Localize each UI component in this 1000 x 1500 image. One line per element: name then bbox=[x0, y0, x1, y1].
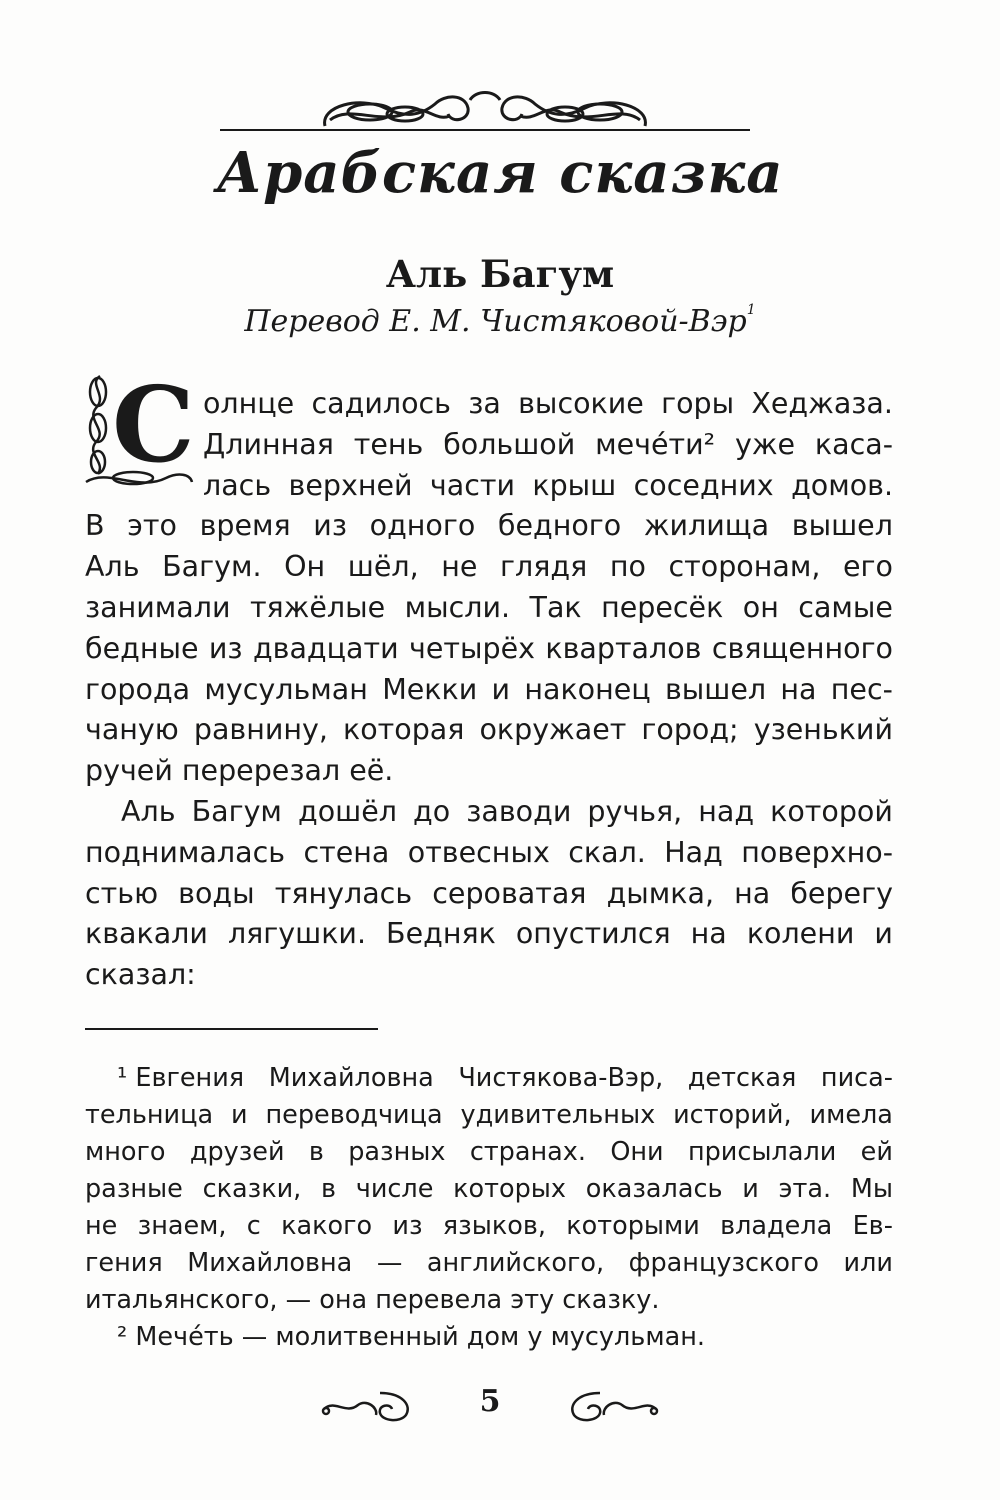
word: ручья, bbox=[587, 794, 683, 828]
word: бедного bbox=[497, 509, 622, 543]
word: за bbox=[468, 387, 501, 420]
word: тень bbox=[353, 427, 424, 461]
body-text bbox=[85, 384, 893, 996]
word: в bbox=[321, 1174, 337, 1204]
word: из bbox=[208, 631, 243, 665]
word: которых bbox=[453, 1174, 567, 1204]
word: сероватая bbox=[432, 876, 587, 910]
text-line bbox=[85, 506, 893, 547]
word: крыш bbox=[532, 468, 617, 502]
word: Аль bbox=[85, 550, 140, 584]
word: которая bbox=[343, 713, 465, 747]
word: это bbox=[127, 509, 177, 543]
word: стью bbox=[85, 876, 159, 910]
word: на bbox=[780, 672, 817, 706]
word: и bbox=[231, 1100, 248, 1130]
word: Багум. bbox=[162, 550, 262, 584]
word: не bbox=[441, 550, 478, 584]
word: по bbox=[609, 550, 646, 584]
word: или bbox=[843, 1248, 893, 1278]
word: удивительных bbox=[460, 1100, 656, 1130]
word: знаем, bbox=[137, 1211, 227, 1241]
word: равнину, bbox=[193, 713, 328, 747]
text-line bbox=[85, 792, 893, 833]
word: двадцати bbox=[252, 631, 399, 665]
word: заводи bbox=[466, 794, 572, 828]
word: и bbox=[742, 1174, 759, 1204]
text-line bbox=[85, 547, 893, 588]
word: не bbox=[85, 1211, 118, 1241]
word: узенький bbox=[753, 713, 893, 747]
word: каса- bbox=[814, 427, 893, 461]
footnotes bbox=[85, 1060, 893, 1356]
word: и bbox=[874, 917, 893, 951]
word: какого bbox=[281, 1211, 373, 1241]
word: его bbox=[843, 550, 893, 584]
word: высокие bbox=[518, 387, 644, 420]
word: мечéти² bbox=[595, 427, 716, 461]
word: на bbox=[690, 917, 727, 951]
word: разных bbox=[348, 1137, 446, 1167]
word: странах. bbox=[469, 1137, 586, 1167]
flourish-ornament-right bbox=[565, 1385, 660, 1425]
word: Ев- bbox=[852, 1211, 893, 1241]
word: опустился bbox=[515, 917, 671, 951]
footnote-ref: 1 bbox=[746, 302, 756, 318]
word: ручей перерезал её. bbox=[85, 754, 394, 788]
word: ² Мечéть — молитвенный дом у мусульман. bbox=[117, 1322, 705, 1352]
footnote-line bbox=[85, 1060, 893, 1097]
footnote-line bbox=[85, 1245, 893, 1282]
text-line bbox=[85, 588, 893, 629]
word: верхней bbox=[288, 468, 413, 502]
word: в bbox=[308, 1137, 324, 1167]
text-line bbox=[85, 955, 893, 996]
word: Они bbox=[610, 1137, 664, 1167]
text-line bbox=[85, 874, 893, 915]
text-line bbox=[85, 710, 893, 751]
word: присылали bbox=[687, 1137, 837, 1167]
word: Он bbox=[284, 550, 326, 584]
word: кварталов bbox=[545, 631, 702, 665]
word: писа- bbox=[820, 1063, 893, 1093]
word: из bbox=[313, 509, 347, 543]
word: город; bbox=[641, 713, 739, 747]
word: итальянского, — она перевела эту сказку. bbox=[85, 1285, 660, 1315]
flourish-ornament-top bbox=[220, 86, 750, 138]
translator-credit-text: Перевод Е. М. Чистяковой-Вэр bbox=[244, 304, 747, 339]
word: шёл, bbox=[347, 550, 419, 584]
word: Над bbox=[664, 835, 723, 869]
word: Хеджаза. bbox=[751, 387, 893, 420]
word: гения bbox=[85, 1248, 163, 1278]
word: Мекки bbox=[382, 672, 478, 706]
word: большой bbox=[443, 427, 576, 461]
word: Мы bbox=[850, 1174, 893, 1204]
word: скал. bbox=[568, 835, 646, 869]
text-line bbox=[85, 425, 893, 466]
word: отвесных bbox=[407, 835, 550, 869]
footnote-line bbox=[85, 1319, 893, 1356]
word: до bbox=[413, 794, 451, 828]
word: глядя bbox=[500, 550, 588, 584]
word: одного bbox=[369, 509, 476, 543]
word: стена bbox=[303, 835, 390, 869]
word: воды bbox=[178, 876, 255, 910]
word: которыми bbox=[566, 1211, 700, 1241]
footnote-line bbox=[85, 1171, 893, 1208]
word: и bbox=[491, 672, 511, 706]
word: французского bbox=[628, 1248, 819, 1278]
text-line bbox=[85, 751, 893, 792]
word: эта. bbox=[778, 1174, 832, 1204]
word: ей bbox=[860, 1137, 893, 1167]
word: английского, bbox=[426, 1248, 605, 1278]
word: поверхно- bbox=[741, 835, 893, 869]
word: пересёк bbox=[601, 590, 724, 624]
word: уже bbox=[734, 427, 796, 461]
word: Багум bbox=[191, 794, 282, 828]
word: окружает bbox=[479, 713, 627, 747]
word: на bbox=[734, 876, 771, 910]
word: оказалась bbox=[585, 1174, 723, 1204]
word: соседних bbox=[633, 468, 774, 502]
word: Михайловна bbox=[268, 1063, 434, 1093]
word: из bbox=[392, 1211, 423, 1241]
word: он bbox=[742, 590, 779, 624]
word: берегу bbox=[790, 876, 893, 910]
word: сказал: bbox=[85, 958, 196, 992]
page-number: 5 bbox=[479, 1384, 501, 1419]
word: числе bbox=[355, 1174, 434, 1204]
word: тянулась bbox=[274, 876, 413, 910]
word: бедные bbox=[85, 631, 199, 665]
word: мусульман bbox=[204, 672, 368, 706]
word: время bbox=[199, 509, 291, 543]
word: самые bbox=[798, 590, 893, 624]
translator-credit bbox=[0, 304, 1000, 339]
word: священного bbox=[711, 631, 893, 665]
footnote-line bbox=[85, 1208, 893, 1245]
word: детская bbox=[687, 1063, 797, 1093]
word: Михайловна bbox=[187, 1248, 353, 1278]
word: занимали bbox=[85, 590, 231, 624]
word: дымка, bbox=[606, 876, 715, 910]
word: переводчица bbox=[265, 1100, 443, 1130]
word: вышел bbox=[791, 509, 893, 543]
footnote-line bbox=[85, 1097, 893, 1134]
word: языков, bbox=[442, 1211, 546, 1241]
footnote-separator bbox=[85, 1028, 378, 1030]
dropcap-letter: С bbox=[112, 363, 195, 486]
footnote-line bbox=[85, 1134, 893, 1171]
text-line bbox=[85, 670, 893, 711]
word: колени bbox=[746, 917, 855, 951]
word: садилось bbox=[311, 387, 451, 420]
story-title: Аль Багум bbox=[385, 252, 615, 296]
word: квакали bbox=[85, 917, 208, 951]
text-line bbox=[85, 384, 893, 425]
word: наконец bbox=[524, 672, 651, 706]
word: тельница bbox=[85, 1100, 214, 1130]
word: части bbox=[429, 468, 515, 502]
word: вышел bbox=[664, 672, 767, 706]
word: — bbox=[376, 1248, 403, 1278]
word: города bbox=[85, 672, 191, 706]
word: Бедняк bbox=[386, 917, 496, 951]
word: владела bbox=[720, 1211, 833, 1241]
word: Чистякова-Вэр, bbox=[458, 1063, 664, 1093]
word: друзей bbox=[189, 1137, 285, 1167]
word: историй, bbox=[673, 1100, 792, 1130]
word: мысли. bbox=[404, 590, 511, 624]
word: имела bbox=[809, 1100, 893, 1130]
word: четырёх bbox=[409, 631, 535, 665]
footnote-line bbox=[85, 1282, 893, 1319]
word: горы bbox=[661, 387, 735, 420]
word: В bbox=[85, 509, 105, 543]
word: ¹ Евгения bbox=[117, 1063, 245, 1093]
word: много bbox=[85, 1137, 166, 1167]
word: разные bbox=[85, 1174, 183, 1204]
word: которой bbox=[770, 794, 893, 828]
word: домов. bbox=[791, 468, 893, 502]
word: жилища bbox=[643, 509, 770, 543]
text-line bbox=[85, 629, 893, 670]
word: Так bbox=[529, 590, 582, 624]
word: лягушки. bbox=[227, 917, 367, 951]
word: тяжёлые bbox=[249, 590, 386, 624]
word: Длинная bbox=[203, 427, 334, 461]
word: олнце bbox=[203, 387, 295, 420]
word: чаную bbox=[85, 713, 179, 747]
word: лась bbox=[203, 468, 272, 502]
word: поднималась bbox=[85, 835, 286, 869]
text-line bbox=[85, 833, 893, 874]
word: над bbox=[698, 794, 755, 828]
word: сказки, bbox=[202, 1174, 302, 1204]
word: пес- bbox=[830, 672, 893, 706]
word: дошёл bbox=[298, 794, 397, 828]
word: с bbox=[246, 1211, 261, 1241]
word: сторонам, bbox=[668, 550, 821, 584]
word: Аль bbox=[121, 794, 176, 828]
text-line bbox=[85, 914, 893, 955]
section-title: Арабская сказка bbox=[216, 140, 784, 206]
text-line bbox=[85, 466, 893, 507]
